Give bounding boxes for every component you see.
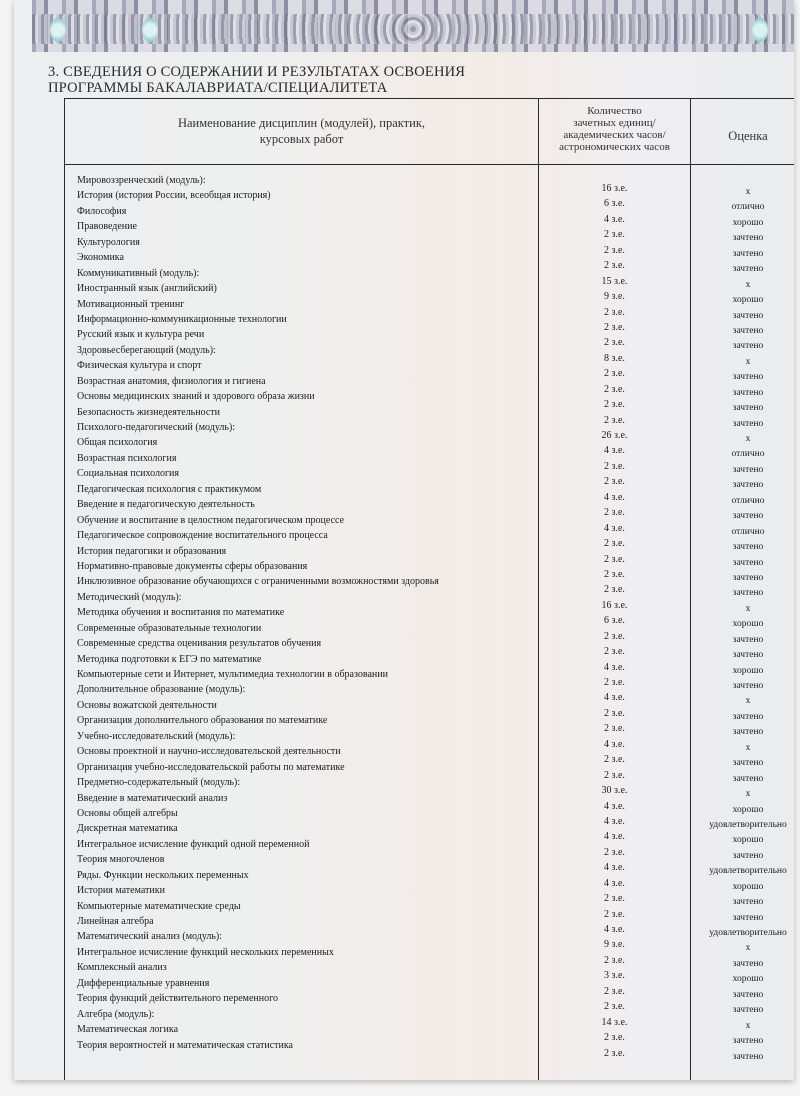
credit-value: 4 з.е. [604, 692, 625, 704]
discipline-name: История педагогики и образования [77, 545, 227, 557]
credit-value: 2 з.е. [604, 584, 625, 596]
credit-value: 4 з.е. [604, 800, 625, 812]
grade-value: х [745, 356, 751, 367]
credit-value: 2 з.е. [604, 321, 625, 333]
credit-value: 2 з.е. [604, 383, 625, 395]
credit-value: 2 з.е. [604, 1047, 625, 1059]
credit-value: 15 з.е. [601, 275, 628, 287]
credit-value: 2 з.е. [604, 414, 625, 426]
discipline-name: Дифференциальные уравнения [77, 977, 210, 989]
grade-value: зачтено [732, 464, 764, 475]
discipline-name: Иностранный язык (английский) [77, 283, 217, 295]
credit-value: 2 з.е. [604, 306, 625, 318]
grade-value: зачтено [732, 418, 764, 429]
discipline-name: Ряды. Функции нескольких переменных [77, 869, 249, 881]
credit-value: 16 з.е. [601, 599, 628, 611]
discipline-name: Дискретная математика [77, 823, 178, 835]
header-text: Количество [587, 105, 642, 117]
grade-value: отлично [731, 526, 765, 537]
section-title [48, 64, 465, 96]
header-text: курсовых работ [259, 132, 344, 146]
grade-value: зачтено [732, 341, 764, 352]
credit-value: 2 з.е. [604, 707, 625, 719]
credit-value: 4 з.е. [604, 491, 625, 503]
discipline-name: Социальная психология [77, 468, 180, 480]
grade-value: отлично [731, 449, 765, 460]
credit-value: 4 з.е. [604, 445, 625, 457]
credit-value: 2 з.е. [604, 260, 625, 272]
discipline-name: Математическая логика [77, 1024, 179, 1036]
discipline-name: Современные средства оценивания результатов обучения [77, 638, 322, 650]
discipline-name: Методика обучения и воспитания по математике [77, 607, 285, 619]
grade-value: зачтено [732, 727, 764, 738]
discipline-name: Организация дополнительного образования по математике [77, 715, 328, 727]
header-credits [539, 105, 690, 153]
grade-value: хорошо [732, 804, 764, 815]
credit-value: 4 з.е. [604, 924, 625, 935]
grade-value: зачтено [732, 989, 764, 1000]
hologram-mark [142, 18, 158, 42]
discipline-name: Основы вожатской деятельности [77, 699, 217, 711]
discipline-name: История математики [77, 885, 165, 897]
grade-value: удовлетворительно [709, 819, 787, 830]
grade-value: хорошо [732, 881, 764, 892]
grade-value: зачтено [732, 557, 764, 568]
discipline-name: Информационно-коммуникационные технологии [77, 313, 287, 325]
grade-value: зачтено [732, 588, 764, 599]
header-divider [65, 164, 794, 165]
credit-value: 6 з.е. [604, 198, 625, 210]
discipline-name: Общая психология [77, 437, 158, 449]
discipline-name: Основы общей алгебры [77, 807, 178, 819]
discipline-name: Физическая культура и спорт [77, 360, 202, 372]
discipline-name: Теория вероятностей и математическая статистика [77, 1039, 293, 1051]
credit-value: 26 з.е. [601, 430, 628, 441]
grade-value: отлично [731, 202, 765, 213]
grade-value: зачтено [732, 711, 764, 722]
discipline-name: Компьютерные сети и Интернет, мультимедиа технологии в образовании [77, 669, 388, 680]
grade-value: х [745, 742, 751, 753]
discipline-name: Компьютерные математические среды [77, 900, 241, 912]
credit-value: 4 з.е. [604, 877, 625, 889]
credit-value: 2 з.е. [604, 908, 625, 920]
discipline-name: Коммуникативный (модуль): [77, 267, 200, 279]
discipline-name: Педагогическая психология с практикумом [77, 483, 262, 495]
header-text: зачетных единиц/ [573, 117, 656, 129]
grade-value: удовлетворительно [709, 928, 787, 938]
grade-value: зачтено [732, 1005, 764, 1016]
diploma-supplement-page [14, 0, 794, 1080]
credit-value: 2 з.е. [604, 507, 625, 519]
grade-value: х [745, 434, 751, 444]
credit-value: 2 з.е. [604, 244, 625, 256]
section-title-line1: 3. СВЕДЕНИЯ О СОДЕРЖАНИИ И РЕЗУЛЬТАТАХ ОСВОЕНИЯ [48, 64, 466, 80]
credit-value: 4 з.е. [604, 738, 625, 750]
discipline-name: Введение в математический анализ [77, 792, 228, 804]
discipline-name: Комплексный анализ [77, 962, 167, 974]
credit-value: 2 з.е. [604, 538, 625, 550]
credit-value: 30 з.е. [601, 785, 628, 797]
discipline-name: Основы медицинских знаний и здорового образа жизни [77, 391, 315, 403]
discipline-name: Введение в педагогическую деятельность [77, 499, 255, 511]
grade-value: зачтено [732, 511, 764, 522]
credit-value: 4 з.е. [604, 522, 625, 534]
discipline-name: Предметно-содержательный (модуль): [77, 777, 241, 789]
credit-value: 9 з.е. [604, 939, 625, 951]
grade-value: х [745, 696, 751, 707]
discipline-name: Возрастная анатомия, физиология и гигиена [77, 375, 266, 387]
grade-value: зачтено [732, 264, 764, 275]
grade-value: зачтено [732, 758, 764, 769]
credit-value: 4 з.е. [604, 661, 625, 673]
header-text: Наименование дисциплин (модулей), практик, [177, 116, 426, 130]
grade-value: зачтено [732, 1051, 764, 1062]
grade-value: зачтено [732, 681, 764, 691]
credit-value: 2 з.е. [604, 1001, 625, 1013]
discipline-name: История (история России, всеобщая история) [77, 190, 271, 202]
credit-value: 2 з.е. [604, 337, 625, 349]
results-table [64, 98, 794, 1080]
grade-value: хорошо [732, 665, 764, 676]
credit-value: 2 з.е. [604, 985, 625, 997]
discipline-name: Культурология [77, 236, 140, 248]
discipline-name: Здоровьесберегающий (модуль): [77, 344, 216, 356]
grade-value: удовлетворительно [709, 866, 787, 877]
discipline-name: Психолого-педагогический (модуль): [77, 422, 236, 433]
grade-value: зачтено [732, 773, 764, 784]
credit-value: 2 з.е. [604, 646, 625, 658]
discipline-name: Мотивационный тренинг [77, 298, 185, 310]
credit-value: 2 з.е. [604, 769, 625, 781]
grade-value: хорошо [732, 974, 764, 985]
header-text: астрономических часов [559, 141, 670, 153]
discipline-name: Русский язык и культура речи [77, 329, 205, 341]
grade-value: х [745, 187, 751, 197]
grade-value: зачтено [732, 958, 764, 969]
credit-value: 3 з.е. [604, 970, 625, 982]
grade-value: зачтено [732, 572, 764, 583]
discipline-name: Математический анализ (модуль): [77, 931, 223, 943]
header-grade: Оценка [728, 129, 768, 143]
discipline-name: Нормативно-правовые документы сферы образования [77, 560, 308, 572]
credit-value: 2 з.е. [604, 229, 625, 241]
discipline-name: Мировоззренческий (модуль): [77, 175, 206, 186]
grade-value: зачтено [732, 310, 764, 321]
discipline-name: Экономика [77, 252, 124, 264]
header-discipline-name [65, 115, 538, 147]
grade-value: зачтено [732, 1036, 764, 1047]
grade-value: зачтено [732, 233, 764, 244]
credit-value: 4 з.е. [604, 831, 625, 843]
grade-value: зачтено [732, 325, 764, 336]
grade-value: х [745, 1020, 751, 1031]
discipline-name: Организация учебно-исследовательской работы по математике [77, 761, 345, 773]
grade-value: зачтено [732, 372, 764, 383]
discipline-name: Линейная алгебра [77, 916, 154, 927]
discipline-name: Философия [77, 205, 127, 217]
grade-value: зачтено [732, 650, 764, 661]
grade-value: х [745, 279, 751, 290]
discipline-name: Учебно-исследовательский (модуль): [77, 730, 236, 742]
discipline-names-column [77, 173, 537, 1053]
grade-value: зачтено [732, 912, 764, 923]
credit-value: 2 з.е. [604, 893, 625, 905]
hologram-mark [50, 18, 66, 42]
grade-value: хорошо [732, 217, 764, 228]
credit-value: 2 з.е. [604, 399, 625, 411]
discipline-name: Дополнительное образование (модуль): [77, 684, 246, 696]
credit-value: 4 з.е. [604, 213, 625, 225]
discipline-name: Инклюзивное образование обучающихся с ограниченными возможностями здоровья [77, 576, 439, 588]
discipline-name: Интегральное исчисление функций нескольких переменных [77, 946, 334, 958]
credit-value: 2 з.е. [604, 954, 625, 966]
credit-value: 2 з.е. [604, 846, 625, 858]
credits-column [539, 181, 690, 1061]
grade-value: зачтено [732, 403, 764, 414]
hologram-mark [752, 18, 768, 42]
grade-value: зачтено [732, 850, 764, 861]
credit-value: 2 з.е. [604, 677, 625, 688]
grade-value: х [745, 603, 751, 614]
credit-value: 2 з.е. [604, 553, 625, 565]
credit-value: 2 з.е. [604, 568, 625, 580]
discipline-name: Методика подготовки к ЕГЭ по математике [77, 653, 262, 665]
grade-value: отлично [731, 495, 765, 506]
credit-value: 2 з.е. [604, 630, 625, 642]
grade-value: хорошо [732, 619, 764, 630]
discipline-name: Алгебра (модуль): [77, 1008, 155, 1020]
credit-value: 4 з.е. [604, 862, 625, 874]
credit-value: 16 з.е. [601, 183, 628, 194]
credit-value: 4 з.е. [604, 815, 625, 827]
credit-value: 2 з.е. [604, 476, 625, 488]
grade-value: зачтено [732, 248, 764, 259]
grades-column [691, 185, 794, 1065]
discipline-name: Безопасность жизнедеятельности [77, 406, 221, 418]
credit-value: 2 з.е. [604, 754, 625, 766]
discipline-name: Основы проектной и научно-исследовательской деятельности [77, 746, 341, 758]
credit-value: 9 з.е. [604, 291, 625, 303]
credit-value: 8 з.е. [604, 352, 625, 364]
grade-value: зачтено [732, 897, 764, 908]
grade-value: зачтено [732, 387, 764, 398]
security-pattern-band [32, 0, 794, 52]
discipline-name: Интегральное исчисление функций одной переменной [77, 838, 310, 850]
grade-value: хорошо [732, 295, 764, 306]
discipline-name: Современные образовательные технологии [77, 622, 262, 634]
credit-value: 14 з.е. [601, 1016, 628, 1028]
credit-value: 2 з.е. [604, 1032, 625, 1044]
discipline-name: Педагогическое сопровождение воспитательного процесса [77, 530, 328, 542]
grade-value: зачтено [732, 480, 764, 491]
grade-value: х [745, 789, 751, 800]
discipline-name: Обучение и воспитание в целостном педагогическом процессе [77, 514, 345, 526]
grade-value: зачтено [732, 542, 764, 553]
discipline-name: Методический (модуль): [77, 591, 182, 603]
credit-value: 2 з.е. [604, 723, 625, 735]
grade-value: хорошо [732, 835, 764, 846]
discipline-name: Возрастная психология [77, 452, 177, 464]
credit-value: 2 з.е. [604, 460, 625, 472]
discipline-name: Теория функций действительного переменного [77, 993, 278, 1005]
discipline-name: Правоведение [77, 221, 137, 233]
header-text: академических часов/ [563, 129, 666, 141]
grade-value: х [745, 943, 751, 954]
credit-value: 2 з.е. [604, 368, 625, 380]
grade-value: зачтено [732, 634, 764, 645]
section-title-line2: ПРОГРАММЫ БАКАЛАВРИАТА/СПЕЦИАЛИТЕТА [48, 80, 388, 96]
discipline-name: Теория многочленов [77, 854, 165, 866]
credit-value: 6 з.е. [604, 615, 625, 627]
